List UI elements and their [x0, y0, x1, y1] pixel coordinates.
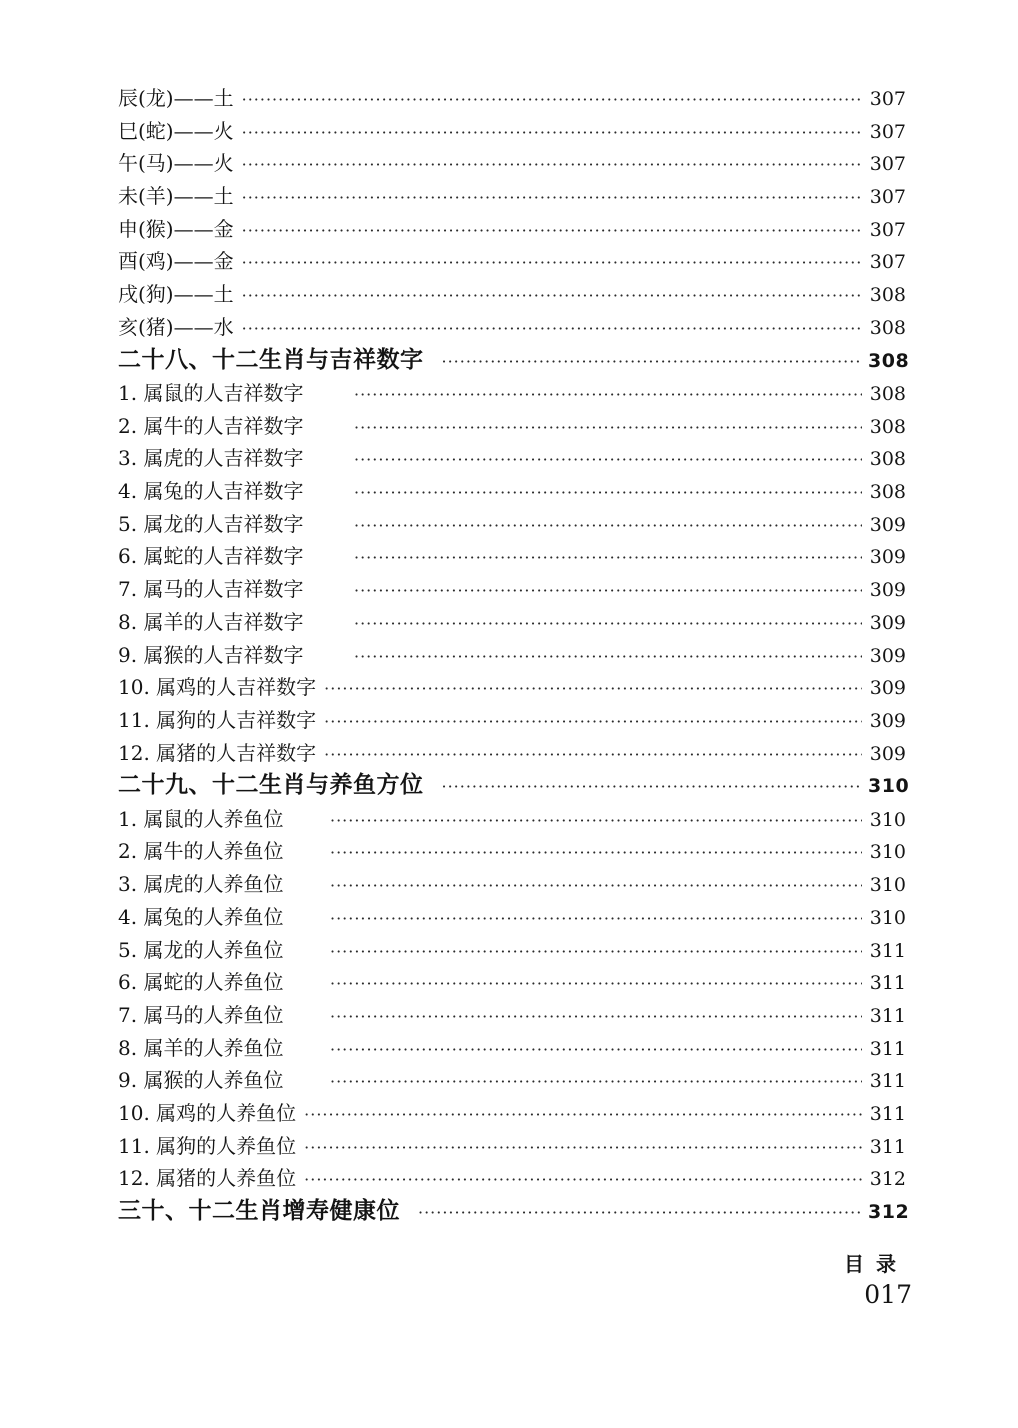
toc-entry-title: 8. 属羊的人养鱼位 — [118, 1035, 284, 1060]
toc-dot-leader — [354, 510, 862, 543]
toc-entry-title: 亥(猪)——水 — [118, 314, 234, 339]
toc-entry-title: 6. 属蛇的人养鱼位 — [118, 970, 284, 995]
toc-dot-leader — [242, 117, 862, 150]
toc-dot-leader — [442, 345, 863, 379]
toc-section-heading — [118, 769, 910, 803]
toc-entry-page: 309 — [869, 546, 906, 569]
toc-entry-title: 三十、十二生肖增寿健康位 — [118, 1198, 400, 1224]
toc-dot-leader — [354, 575, 862, 608]
footer-section-label: 目录 — [844, 1252, 908, 1276]
toc-entry-page: 308 — [869, 481, 906, 504]
toc-entry-title: 巳(蛇)——火 — [118, 118, 234, 143]
toc-entry — [118, 868, 906, 901]
toc-section-heading — [118, 344, 910, 378]
toc-entry-title: 2. 属牛的人养鱼位 — [118, 839, 284, 864]
toc-entry-title: 7. 属马的人吉祥数字 — [118, 577, 304, 602]
toc-entry-page: 307 — [869, 120, 906, 143]
toc-section-heading — [118, 1195, 910, 1229]
toc-entry-page: 310 — [869, 906, 906, 929]
toc-entry-page: 308 — [869, 448, 906, 471]
toc-entry-page: 311 — [869, 1102, 906, 1125]
toc-entry — [118, 410, 906, 443]
toc-dot-leader — [324, 739, 862, 772]
toc-entry-title: 11. 属狗的人吉祥数字 — [118, 707, 317, 732]
toc-entry — [118, 835, 906, 868]
toc-entry-page: 307 — [869, 186, 906, 209]
toc-dot-leader — [242, 247, 862, 280]
toc-entry-title: 10. 属鸡的人养鱼位 — [118, 1100, 297, 1125]
toc-entry-page: 307 — [869, 153, 906, 176]
toc-dot-leader — [354, 477, 862, 510]
toc-dot-leader — [330, 1066, 862, 1099]
table-of-contents — [118, 82, 910, 1229]
toc-entry-title: 申(猴)——金 — [118, 216, 234, 241]
toc-entry — [118, 803, 906, 836]
toc-dot-leader — [354, 412, 862, 445]
toc-entry-title: 4. 属兔的人养鱼位 — [118, 904, 284, 929]
toc-entry-page: 311 — [869, 1004, 906, 1027]
toc-entry-page: 309 — [869, 611, 906, 634]
toc-dot-leader — [304, 1132, 862, 1165]
toc-dot-leader — [354, 542, 862, 575]
toc-entry-page: 311 — [869, 939, 906, 962]
toc-dot-leader — [354, 379, 862, 412]
toc-dot-leader — [330, 805, 862, 838]
toc-entry — [118, 901, 906, 934]
toc-entry-page: 310 — [869, 808, 906, 831]
toc-entry — [118, 606, 906, 639]
toc-entry-page: 308 — [869, 316, 906, 339]
toc-entry-page: 309 — [869, 677, 906, 700]
toc-entry — [118, 180, 906, 213]
toc-dot-leader — [330, 968, 862, 1001]
toc-dot-leader — [242, 313, 862, 346]
toc-entry — [118, 704, 906, 737]
toc-entry-title: 9. 属猴的人吉祥数字 — [118, 642, 304, 667]
toc-entry-title: 1. 属鼠的人吉祥数字 — [118, 381, 304, 405]
toc-entry-title: 2. 属牛的人吉祥数字 — [118, 413, 304, 438]
toc-entry-page: 309 — [869, 513, 906, 536]
toc-entry-title: 11. 属狗的人养鱼位 — [118, 1133, 297, 1158]
toc-entry-title: 未(羊)——土 — [118, 184, 234, 209]
toc-dot-leader — [418, 1196, 862, 1230]
toc-entry — [118, 245, 906, 278]
toc-entry — [118, 934, 906, 967]
toc-entry — [118, 475, 906, 508]
toc-dot-leader — [242, 149, 862, 182]
toc-entry-title: 5. 属龙的人养鱼位 — [118, 937, 284, 962]
toc-dot-leader — [330, 1001, 862, 1034]
toc-dot-leader — [304, 1099, 862, 1132]
toc-dot-leader — [354, 444, 862, 477]
toc-entry-page: 311 — [869, 972, 906, 995]
toc-entry — [118, 999, 906, 1032]
toc-entry-page: 309 — [869, 644, 906, 667]
toc-entry — [118, 147, 906, 180]
toc-entry-page: 309 — [869, 709, 906, 732]
footer-page-number: 017 — [864, 1280, 912, 1309]
toc-entry — [118, 966, 906, 999]
toc-entry — [118, 737, 906, 770]
toc-entry — [118, 1097, 906, 1130]
toc-dot-leader — [330, 870, 862, 903]
toc-entry — [118, 1162, 906, 1195]
toc-entry-title: 5. 属龙的人吉祥数字 — [118, 511, 304, 536]
toc-entry-title: 12. 属猪的人吉祥数字 — [118, 740, 317, 765]
toc-entry-title: 酉(鸡)——金 — [118, 249, 234, 274]
toc-entry-page: 308 — [869, 383, 906, 405]
toc-entry — [118, 1032, 906, 1065]
toc-dot-leader — [242, 84, 862, 117]
toc-entry — [118, 278, 906, 311]
toc-entry-page: 310 — [869, 841, 906, 864]
toc-entry — [118, 377, 906, 410]
toc-dot-leader — [354, 641, 862, 674]
toc-entry-title: 1. 属鼠的人养鱼位 — [118, 806, 284, 831]
toc-entry-page: 311 — [869, 1037, 906, 1060]
toc-dot-leader — [330, 837, 862, 870]
toc-entry-page: 309 — [869, 742, 906, 765]
toc-entry — [118, 213, 906, 246]
toc-entry — [118, 115, 906, 148]
toc-dot-leader — [330, 903, 862, 936]
toc-entry-title: 4. 属兔的人吉祥数字 — [118, 479, 304, 504]
toc-entry-title: 9. 属猴的人养鱼位 — [118, 1068, 284, 1093]
toc-dot-leader — [304, 1164, 862, 1197]
toc-entry-title: 8. 属羊的人吉祥数字 — [118, 609, 304, 634]
toc-entry-title: 二十八、十二生肖与吉祥数字 — [118, 346, 424, 373]
toc-entry — [118, 1130, 906, 1163]
toc-entry-page: 312 — [869, 1168, 906, 1191]
toc-dot-leader — [330, 1034, 862, 1067]
toc-dot-leader — [242, 280, 862, 313]
toc-entry-page: 307 — [869, 251, 906, 274]
toc-entry-title: 10. 属鸡的人吉祥数字 — [118, 675, 317, 700]
toc-entry-page: 309 — [869, 579, 906, 602]
toc-entry-page: 307 — [869, 218, 906, 241]
toc-entry-title: 6. 属蛇的人吉祥数字 — [118, 544, 304, 569]
toc-dot-leader — [330, 936, 862, 969]
toc-dot-leader — [242, 215, 862, 248]
toc-dot-leader — [354, 608, 862, 641]
toc-entry-title: 午(马)——火 — [118, 151, 234, 176]
toc-entry-page: 311 — [869, 1070, 906, 1093]
toc-entry-title: 3. 属虎的人吉祥数字 — [118, 446, 304, 471]
toc-entry-page: 308 — [869, 415, 906, 438]
toc-entry-title: 二十九、十二生肖与养鱼方位 — [118, 772, 424, 799]
toc-entry-title: 12. 属猪的人养鱼位 — [118, 1166, 297, 1191]
toc-entry-page: 312 — [868, 1201, 910, 1223]
toc-entry — [118, 82, 906, 115]
toc-entry-page: 310 — [869, 874, 906, 897]
toc-entry-title: 3. 属虎的人养鱼位 — [118, 872, 284, 897]
toc-dot-leader — [324, 706, 862, 739]
toc-entry — [118, 1064, 906, 1097]
toc-entry-page: 310 — [868, 775, 910, 798]
toc-dot-leader — [442, 770, 863, 804]
toc-entry-title: 辰(龙)——土 — [118, 86, 234, 110]
toc-entry-title: 戌(狗)——土 — [118, 282, 234, 307]
toc-entry — [118, 573, 906, 606]
toc-entry-page: 308 — [869, 284, 906, 307]
toc-dot-leader — [324, 673, 862, 706]
toc-entry — [118, 508, 906, 541]
toc-entry-page: 308 — [868, 349, 910, 372]
toc-entry — [118, 442, 906, 475]
toc-entry-page: 307 — [869, 88, 906, 110]
toc-entry — [118, 639, 906, 672]
toc-entry-title: 7. 属马的人养鱼位 — [118, 1002, 284, 1027]
toc-dot-leader — [242, 182, 862, 215]
toc-entry-page: 311 — [869, 1135, 906, 1158]
toc-entry — [118, 311, 906, 344]
toc-entry — [118, 540, 906, 573]
toc-entry — [118, 671, 906, 704]
